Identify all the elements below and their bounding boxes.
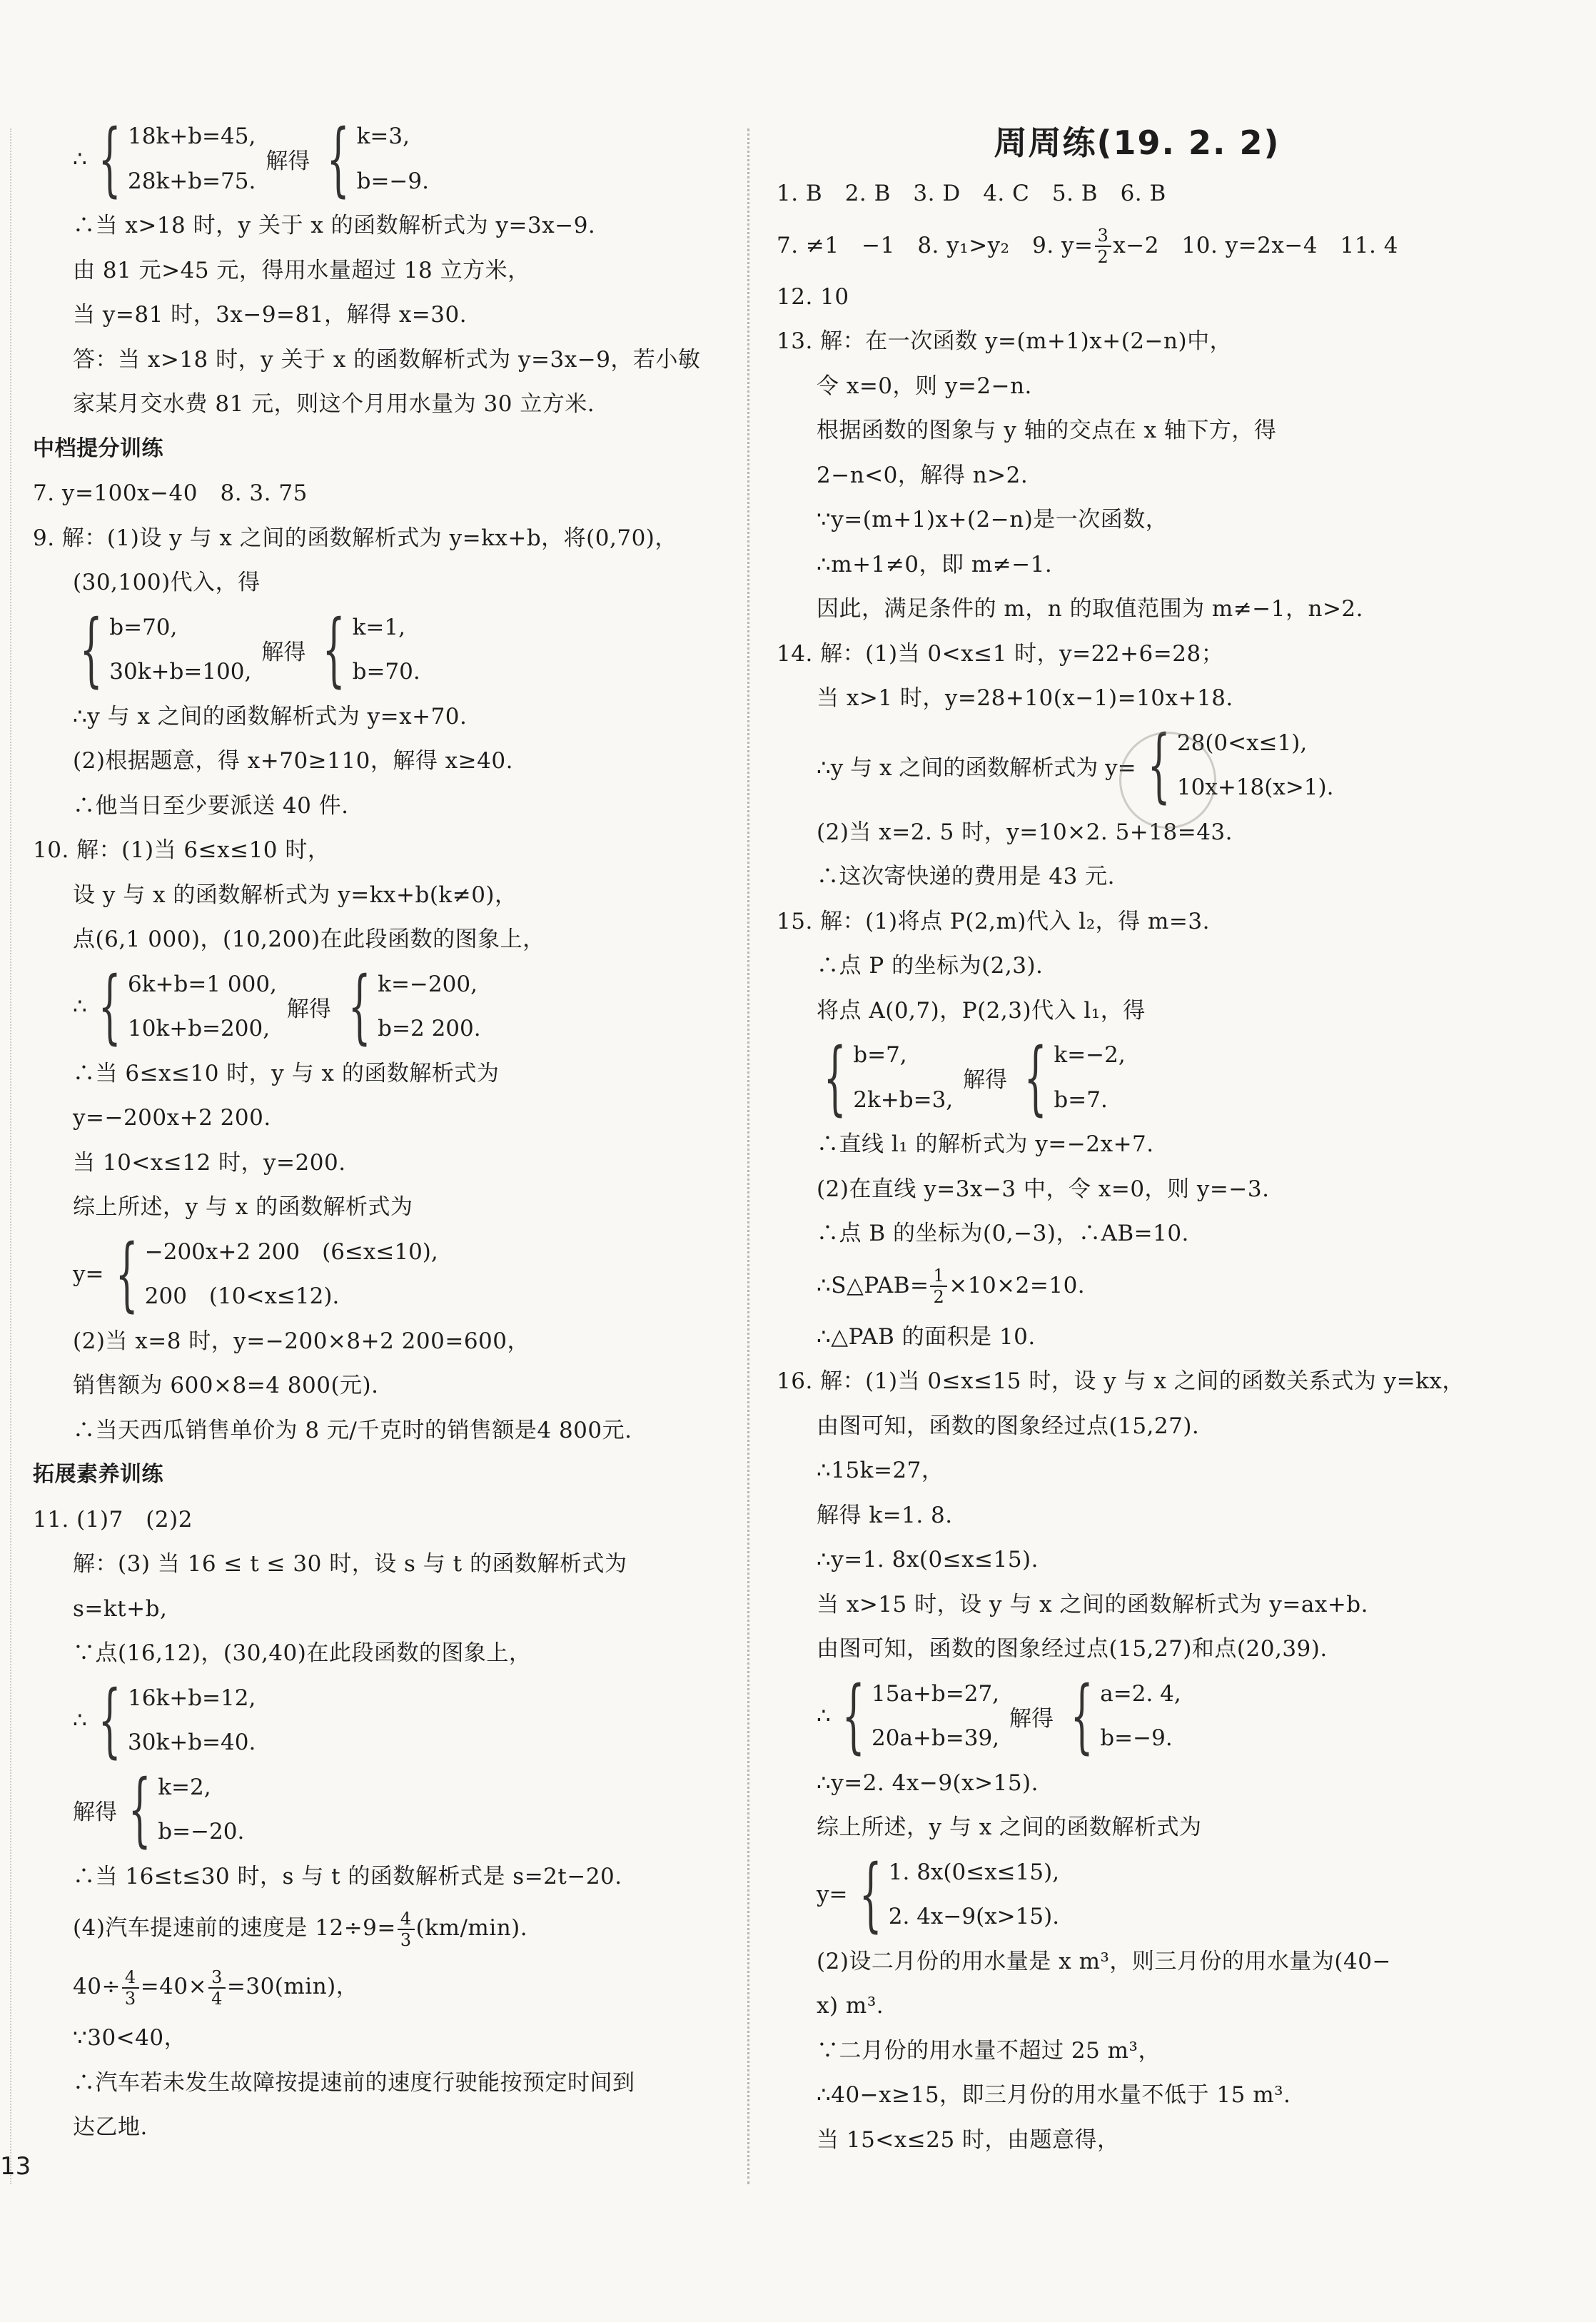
answer-line: 13. 解：在一次函数 y=(m+1)x+(2−n)中， [777,328,1233,354]
equation-system [777,1672,1497,1761]
text-line: y=−200x+2 200. [73,1105,271,1131]
answer-line: 14. 解：(1)当 0<x≤1 时，y=22+6=28； [777,640,1224,667]
left-brace-icon: { [1070,1670,1094,1762]
left-brace-icon: { [128,1763,151,1856]
text-line: ∴当天西瓜销售单价为 8 元/千克时的销售额是4 800元. [73,1417,632,1443]
text-line: (2)设二月份的用水量是 x m³，则三月份的用水量为(40− [817,1948,1391,1974]
text-line: 当 y=81 时，3x−9=81，解得 x=30. [73,302,468,328]
text-line: 综上所述，y 与 x 之间的函数解析式为 [817,1814,1202,1840]
text-line: 当 10<x≤12 时，y=200. [73,1149,346,1176]
left-brace-icon: { [842,1670,865,1762]
solution-line: b=2 200. [378,1016,481,1041]
text-line: 当 x>1 时，y=28+10(x−1)=10x+18. [817,685,1233,711]
left-brace-icon: { [1147,719,1171,812]
text-line: 解：(3) 当 16 ≤ t ≤ 30 时，设 s 与 t 的函数解析式为 [73,1551,627,1577]
text-line: ∴当 16≤t≤30 时，s 与 t 的函数解析式是 s=2t−20. [73,1863,622,1889]
text-line: 令 x=0，则 y=2−n. [817,373,1032,399]
text-line: (2)当 x=8 时，y=−200×8+2 200=600， [73,1328,530,1354]
numerator: 3 [208,1967,226,1989]
equation-system [33,962,739,1051]
equation-line: 20a+b=39, [872,1725,1000,1751]
therefore-symbol: ∴ [817,1703,831,1729]
text-line: (2)在直线 y=3x−3 中，令 x=0，则 y=−3. [817,1176,1270,1202]
left-brace-icon: { [1024,1031,1047,1124]
text-line: 点(6,1 000)，(10,200)在此段函数的图象上， [73,927,545,952]
answer-line: 12. 10 [777,283,849,310]
left-brace-icon: { [859,1848,882,1941]
left-brace-icon: { [322,603,345,696]
answer-line: 15. 解：(1)将点 P(2,m)代入 l₂，得 m=3. [777,908,1210,934]
text-line: 由 81 元>45 元，得用水量超过 18 立方米， [73,257,530,283]
answer-line: 9. 解：(1)设 y 与 x 之间的函数解析式为 y=kx+b，将(0,70)， [33,525,677,551]
therefore-symbol: ∴ [73,146,87,172]
left-margin-rule [10,128,11,2184]
equation-line: 16k+b=12, [128,1685,256,1711]
left-brace-icon: { [326,112,350,206]
answer-line: 16. 解：(1)当 0≤x≤15 时，设 y 与 x 之间的函数关系式为 y=kx， [777,1368,1465,1394]
piece-line: 28(0<x≤1), [1176,730,1308,756]
equation-line: 18k+b=45, [128,123,256,149]
numerator: 4 [398,1909,415,1930]
text-line: 将点 A(0,7)，P(2,3)代入 l₁，得 [817,997,1146,1024]
solution-line: b=−20. [158,1819,245,1844]
numerator: 1 [930,1266,947,1287]
text-line: ∴△PAB 的面积是 10. [817,1323,1036,1350]
text-line: 家某月交水费 81 元，则这个月用水量为 30 立方米. [73,391,595,417]
therefore-symbol: ∴ [73,1707,87,1733]
text-line: ∴y=1. 8x(0≤x≤15). [817,1547,1039,1573]
answer-line [777,216,1497,275]
equation-line: 30k+b=40. [128,1730,256,1755]
solve-label: 解得 [73,1799,117,1825]
text-line: 解得 k=1. 8. [817,1502,953,1528]
denominator: 4 [211,1988,223,2009]
text-line: ∴他当日至少要派送 40 件. [73,792,349,819]
text-line: 根据函数的图象与 y 轴的交点在 x 轴下方，得 [817,418,1277,443]
page-number: 13 [0,2152,31,2181]
text-line: ∴y 与 x 之间的函数解析式为 y=x+70. [73,703,468,730]
piece-line: 200 (10<x≤12). [144,1283,340,1309]
piecewise-function [777,1850,1497,1939]
solution-line: k=3, [356,123,410,149]
solve-label: 解得 [1009,1705,1054,1732]
equation-line: 6k+b=1 000, [128,971,277,997]
equation-line: b=7, [853,1042,907,1068]
text-fragment: 40÷ [73,1974,121,1999]
text-line: ∴当 6≤x≤10 时，y 与 x 的函数解析式为 [73,1060,500,1086]
text-line: 当 x>15 时，设 y 与 x 之间的函数解析式为 y=ax+b. [817,1591,1369,1617]
solution-line: b=7. [1054,1086,1108,1113]
text-line [33,1957,739,2016]
answer-line: 7. y=100x−40 8. 3. 75 [33,480,308,506]
solution-line: b=−9. [356,168,429,194]
equation-system [33,112,739,206]
text-line [777,1256,1497,1315]
equation-system [777,1033,1497,1122]
equation-system [33,605,739,695]
text-line: ∴y=2. 4x−9(x>15). [817,1770,1039,1796]
solve-label: 解得 [261,639,306,665]
right-column [777,114,1497,2162]
numerator: 3 [1095,226,1112,247]
denominator: 3 [400,1929,412,1950]
text-line: 综上所述，y 与 x 的函数解析式为 [73,1194,413,1220]
text-line: x) m³. [817,1993,884,2019]
text-line: 答：当 x>18 时，y 关于 x 的函数解析式为 y=3x−9，若小敏 [73,346,701,373]
page-title: 周周练(19. 2. 2) [994,123,1281,162]
text-line [33,1899,739,1957]
therefore-symbol: ∴ [73,994,87,1019]
section-heading: 拓展素养训练 [33,1462,163,1487]
text-fragment: =30(min)， [226,1974,359,1999]
solution-line: k=−200, [378,971,478,997]
solve-label: 解得 [963,1067,1008,1093]
denominator: 2 [1097,247,1109,267]
left-column [33,114,739,2150]
equation-line: 15a+b=27, [872,1680,1000,1707]
function-label: y= [817,1882,848,1907]
text-fragment: =40× [140,1974,208,1999]
text-line: ∵y=(m+1)x+(2−n)是一次函数， [817,507,1168,532]
text-line: 当 15<x≤25 时，由题意得， [817,2126,1120,2153]
answer-line: 1. B 2. B 3. D 4. C 5. B 6. B [777,181,1166,206]
left-brace-icon: { [823,1031,847,1124]
text-fragment: x−2 10. y=2x−4 11. 4 [1113,232,1398,258]
text-line: ∴15k=27， [817,1458,944,1483]
solution-line: b=70. [352,659,420,685]
fraction [398,1909,415,1950]
text-fragment: ×10×2=10. [949,1272,1086,1298]
solve-label: 解得 [286,996,331,1022]
answer-line: 10. 解：(1)当 6≤x≤10 时， [33,837,330,863]
solution-line: b=−9. [1100,1725,1173,1751]
left-brace-icon: { [98,1674,121,1767]
solution-line: k=−2, [1054,1042,1126,1068]
piece-line: 10x+18(x>1). [1176,774,1334,800]
text-line: 由图可知，函数的图象经过点(15,27). [817,1413,1200,1439]
equation-line: 30k+b=100, [109,659,252,685]
column-divider [747,128,749,2184]
text-line: (2)当 x=2. 5 时，y=10×2. 5+18=43. [817,819,1233,845]
numerator: 4 [122,1967,139,1989]
text-line: 由图可知，函数的图象经过点(15,27)和点(20,39). [817,1636,1328,1662]
section-heading: 中档提分训练 [33,435,163,461]
piece-line: 2. 4x−9(x>15). [888,1904,1060,1929]
text-line: (30,100)代入，得 [73,570,261,595]
text-line: (2)根据题意，得 x+70≥110，解得 x≥40. [73,748,513,774]
left-brace-icon: { [98,112,121,206]
left-brace-icon: { [79,603,103,696]
text-line: ∴这次寄快递的费用是 43 元. [817,864,1116,889]
piece-line: 1. 8x(0≤x≤15), [888,1859,1060,1885]
text-line: ∴直线 l₁ 的解析式为 y=−2x+7. [817,1131,1154,1157]
equation-system [33,1676,739,1765]
solution-line: k=1, [352,614,405,640]
solution-line: k=2, [158,1774,211,1800]
denominator: 3 [124,1988,136,2009]
solution-line: a=2. 4, [1100,1680,1181,1707]
left-brace-icon: { [98,960,121,1053]
text-line: ∴汽车若未发生故障按提速前的速度行驶能按预定时间到 [73,2069,635,2096]
text-line: ∴40−x≥15，即三月份的用水量不低于 15 m³. [817,2082,1291,2108]
text-line: ∵30<40， [73,2025,187,2051]
fraction [1095,226,1112,267]
equation-system [33,1765,739,1854]
text-fragment: (km/min). [415,1915,528,1941]
text-line: 因此，满足条件的 m，n 的取值范围为 m≠−1，n>2. [817,596,1364,622]
equation-line: 2k+b=3, [853,1086,954,1113]
answer-line: 11. (1)7 (2)2 [33,1506,193,1533]
piecewise-function [33,1230,739,1319]
text-line: ∵二月份的用水量不超过 25 m³， [817,2037,1161,2064]
fraction [930,1266,947,1307]
left-brace-icon: { [348,960,371,1053]
text-line: 销售额为 600×8=4 800(元). [73,1373,379,1398]
text-line: 2−n<0，解得 n>2. [817,462,1029,488]
text-fragment: 7. ≠1 −1 8. y₁>y₂ 9. y= [777,232,1094,258]
text-line: 达乙地. [73,2114,148,2140]
function-label: y= [73,1261,104,1287]
fraction [208,1967,226,2009]
text-line: ∵点(16,12)，(30,40)在此段函数的图象上， [73,1640,532,1666]
equation-line: 10k+b=200, [128,1016,271,1041]
text-fragment: (4)汽车提速前的速度是 12÷9= [73,1915,396,1941]
text-line: ∴点 B 的坐标为(0,−3)，∴AB=10. [817,1221,1189,1246]
piece-line: −200x+2 200 (6≤x≤10), [144,1238,438,1265]
text-line: s=kt+b, [73,1595,168,1622]
text-fragment: ∴y 与 x 之间的函数解析式为 y= [817,754,1136,781]
text-fragment: ∴S△PAB= [817,1272,929,1298]
text-line: ∴m+1≠0，即 m≠−1. [817,551,1053,577]
equation-line: b=70, [109,614,178,640]
solve-label: 解得 [266,148,310,174]
left-brace-icon: { [115,1228,138,1321]
text-line: 设 y 与 x 的函数解析式为 y=kx+b(k≠0)， [73,882,517,908]
equation-line: 28k+b=75. [128,168,256,194]
fraction [122,1967,139,2009]
denominator: 2 [933,1287,945,1307]
text-line: ∴点 P 的坐标为(2,3). [817,953,1044,979]
text-line: ∴当 x>18 时，y 关于 x 的函数解析式为 y=3x−9. [73,213,596,238]
